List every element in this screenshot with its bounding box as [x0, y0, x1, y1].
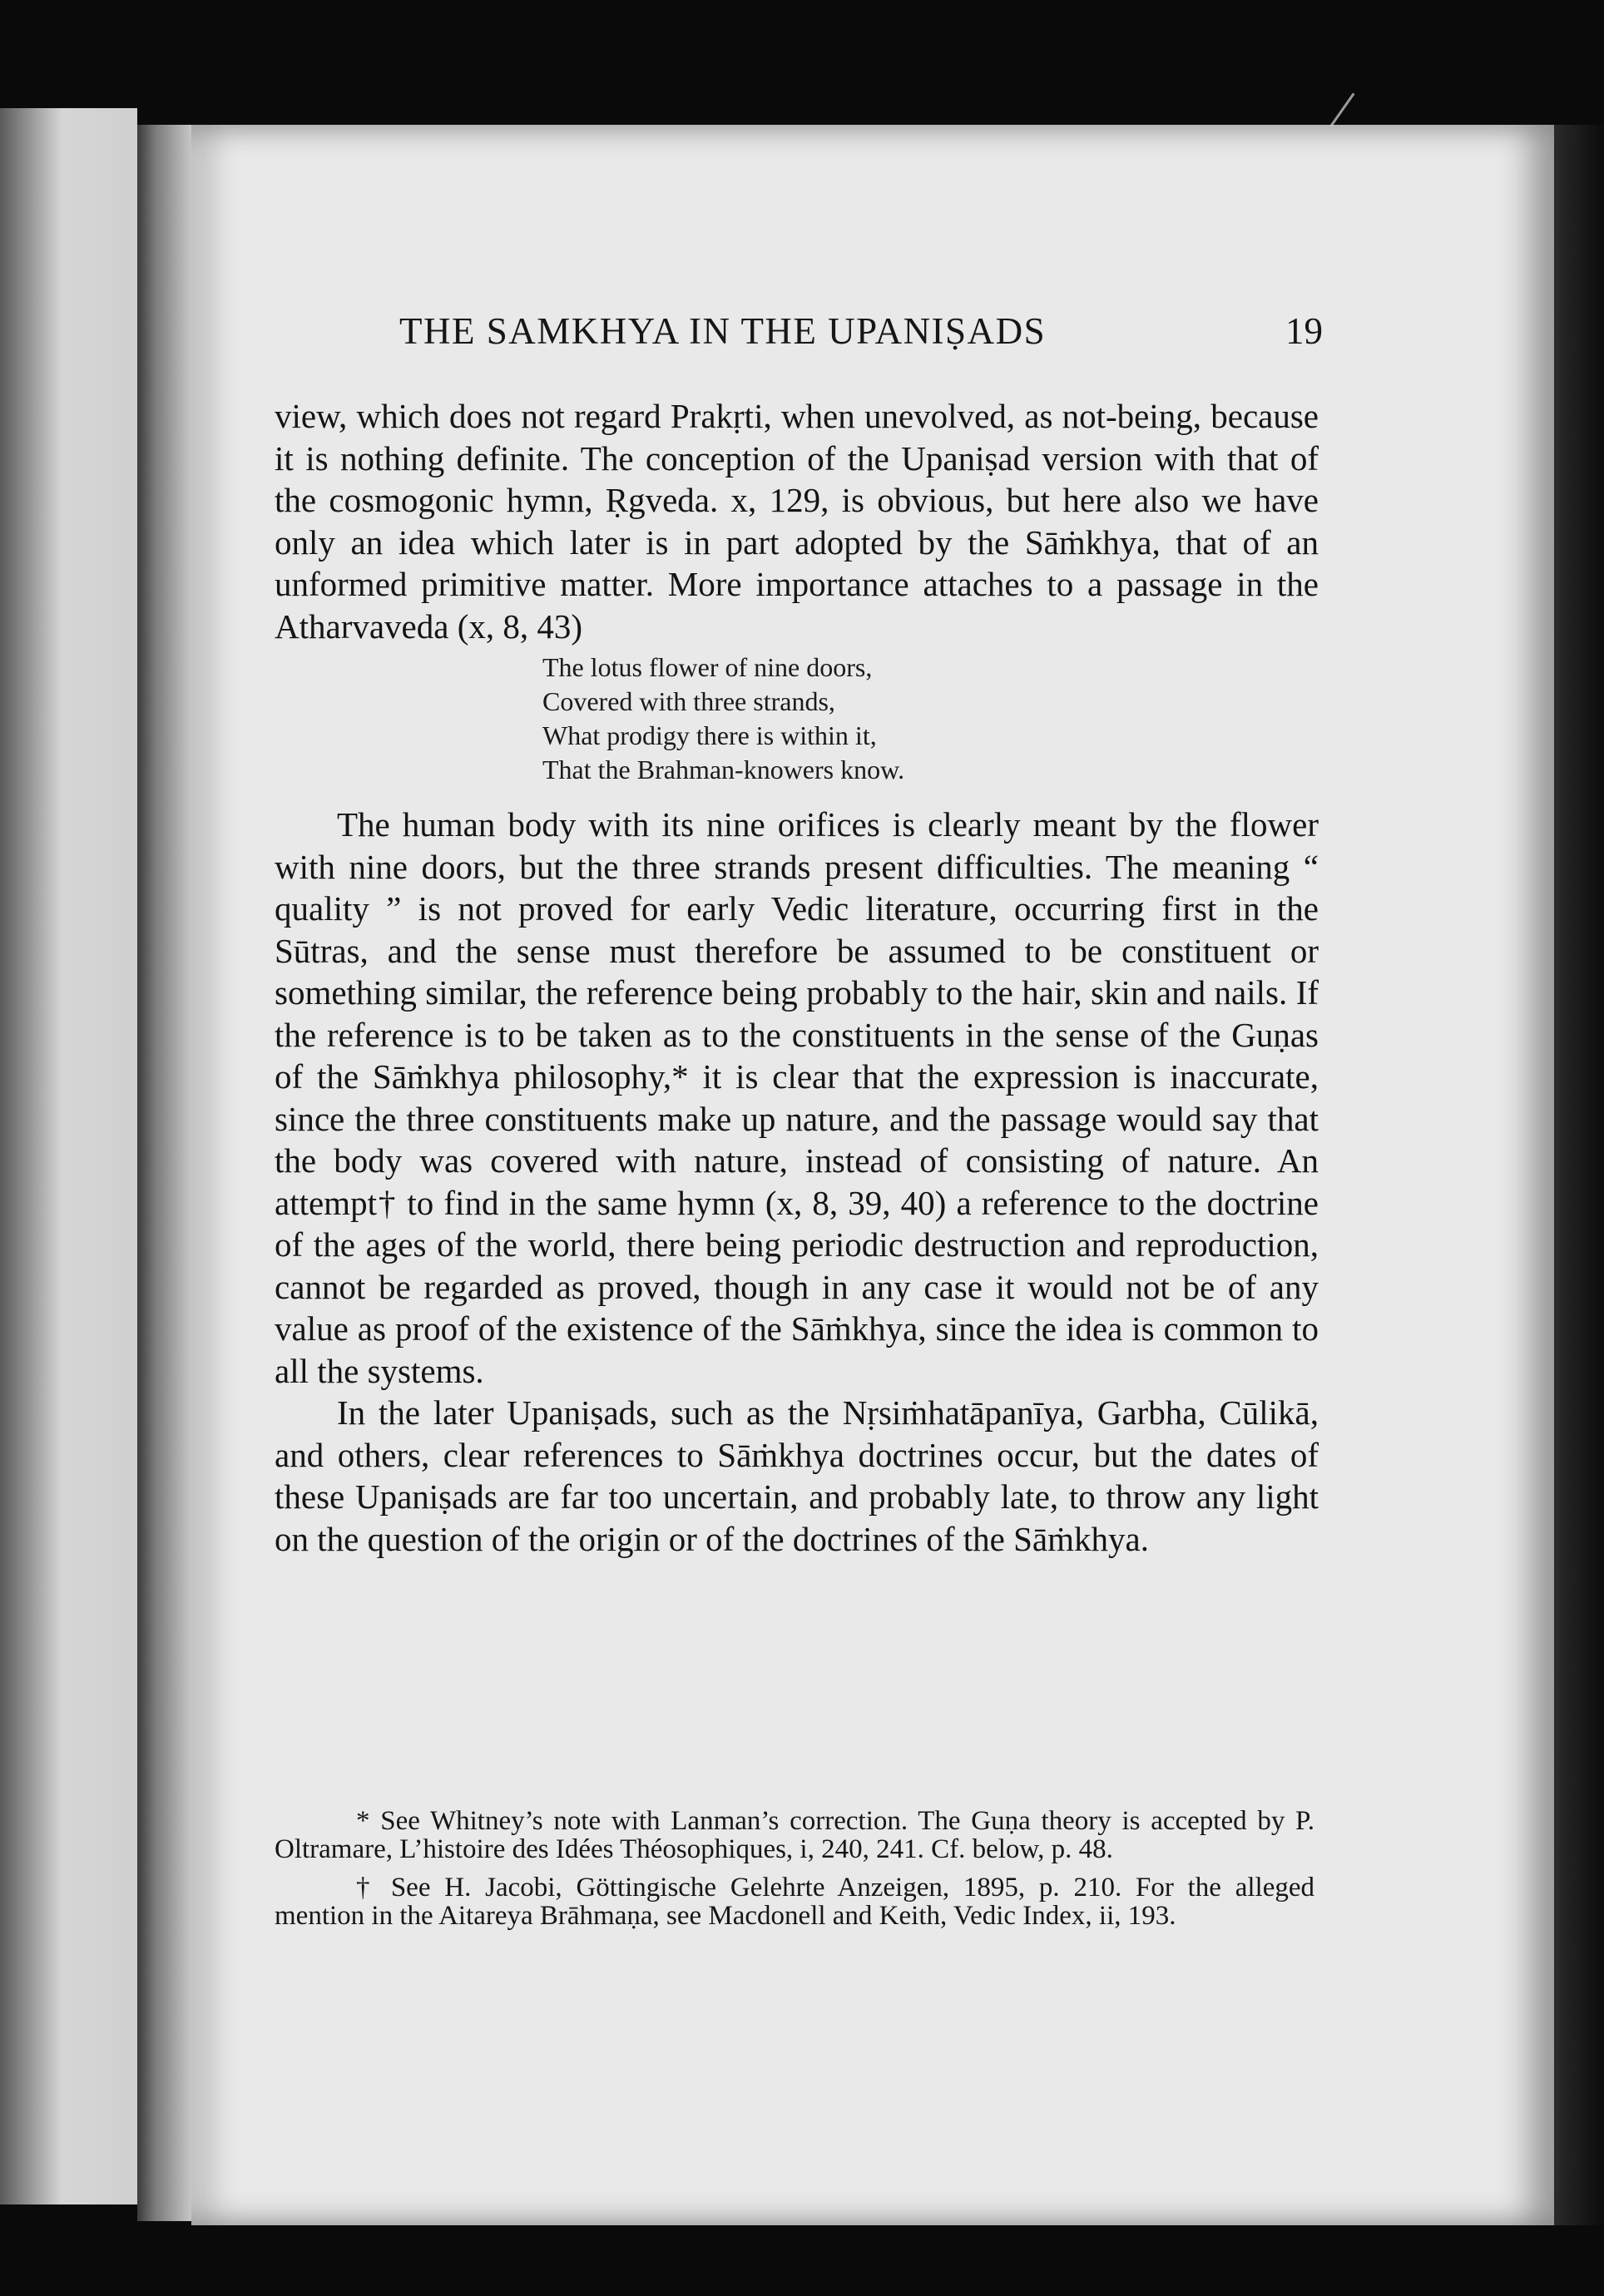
- verse-quotation: [542, 651, 1319, 787]
- left-page-edge: [0, 108, 137, 2204]
- paragraph-1: view, which does not regard Prakṛti, when unevolved, as not-being, because it is nothing definite. The conception of the Upaniṣad version with that of the cosmogonic hymn, Ṛgveda. x, 129, is obvious, but here also we have only an idea which later is in part adopted by the Sāṁkhya, that of an unformed primitive matter. More importance attaches to a passage in the Atharvaveda (x, 8, 43): [275, 397, 1319, 646]
- verse-line: Covered with three strands,: [542, 686, 835, 716]
- scan-mark: [1330, 92, 1355, 126]
- verse-line: The lotus flower of nine doors,: [542, 652, 873, 682]
- verse-line: That the Brahman-knowers know.: [542, 755, 905, 784]
- footnote-1: * See Whitney’s note with Lanman’s correction. The Guṇa theory is accepted by P. Oltramare, L’histoire des Idées Théosophiques, i, 240, 241. Cf. below, p. 48.: [275, 1806, 1314, 1864]
- footnote-2: † See H. Jacobi, Göttingische Gelehrte Anzeigen, 1895, p. 210. For the alleged mention in the Aitareya Brāhmaṇa, see Macdonell and Keith, Vedic Index, ii, 193.: [275, 1873, 1314, 1931]
- paragraph-2: The human body with its nine orifices is clearly meant by the flower with nine doors, but the three strands present difficulties. The meaning “ quality ” is not proved for early Vedic literature, occurring first in the Sūtras, and the sense must therefore be assumed to be constituent or something similar, the reference being probably to the hair, skin and nails. If the reference is to be taken as to the constituents in the sense of the Guṇas of the Sāṁkhya philosophy,* it is clear that the expression is inaccurate, since the three constituents make up nature, and the passage would say that the body was covered with nature, instead of consisting of nature. An attempt† to find in the same hymn (x, 8, 39, 40) a reference to the doctrine of the ages of the world, there being periodic destruction and reproduction, cannot be regarded as proved, though in any case it would not be of any value as proof of the existence of the Sāṁkhya, since the idea is common to all the systems.: [275, 805, 1319, 1390]
- footnotes: [275, 1807, 1314, 1940]
- verse-line: What prodigy there is within it,: [542, 720, 877, 750]
- body-text: [275, 395, 1319, 1560]
- page-header: [399, 309, 1323, 368]
- page-number: 19: [1285, 310, 1323, 352]
- running-title: THE SAMKHYA IN THE UPANIṢADS: [399, 310, 1047, 352]
- page-right-shadow: [1554, 125, 1604, 2225]
- paragraph-3: In the later Upaniṣads, such as the Nṛsiṁhatāpanīya, Garbha, Cūlikā, and others, clear references to Sāṁkhya doctrines occur, but the dates of these Upaniṣads are far too uncertain, and probably late, to throw any light on the question of the origin or of the doctrines of the Sāṁkhya.: [275, 1393, 1319, 1558]
